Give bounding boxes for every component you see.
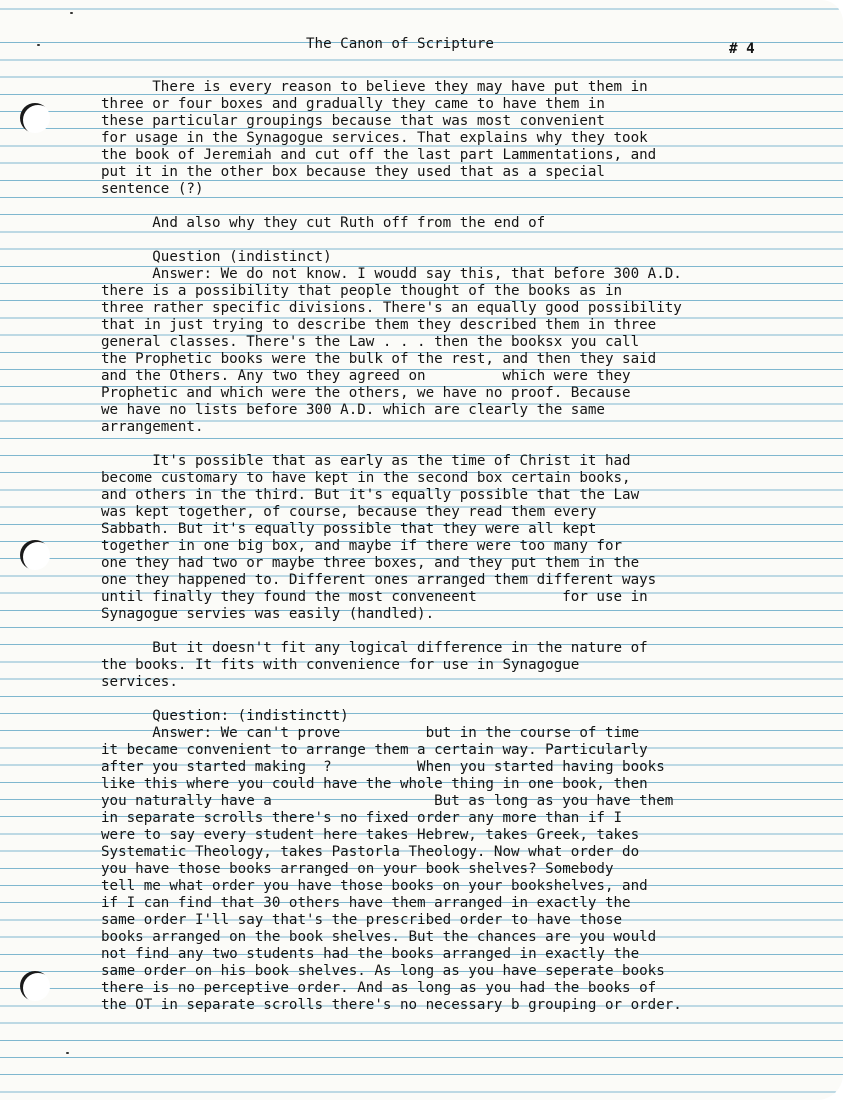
text-line: Answer: We do not know. I woudd say this, that before 300 A.D. bbox=[101, 266, 682, 282]
text-line: one they happened to. Different ones arranged them different ways bbox=[101, 572, 657, 588]
text-line: same order on his book shelves. As long as you have seperate books bbox=[101, 963, 665, 979]
text-line: Question: (indistinctt) bbox=[101, 708, 349, 724]
text-line: there is a possibility that people thought of the books as in bbox=[101, 283, 623, 299]
text-line: and the Others. Any two they agreed on which were they bbox=[101, 368, 631, 384]
page-number: # 4 bbox=[729, 41, 755, 57]
text-line: books arranged on the book shelves. But the chances are you would bbox=[101, 929, 657, 945]
punch-hole-middle bbox=[20, 540, 50, 570]
text-line: become customary to have kept in the second box certain books, bbox=[101, 470, 631, 486]
text-line: sentence (?) bbox=[101, 181, 204, 197]
text-line: if I can find that 30 others have them arranged in exactly the bbox=[101, 895, 631, 911]
text-line: general classes. There's the Law . . . then the booksx you call bbox=[101, 334, 640, 350]
text-line: It's possible that as early as the time of Christ it had bbox=[101, 453, 631, 469]
text-line: and others in the third. But it's equally possible that the Law bbox=[101, 487, 640, 503]
punch-hole-top bbox=[20, 103, 50, 133]
text-line: together in one big box, and maybe if there were too many for bbox=[101, 538, 623, 554]
text-line: the Prophetic books were the bulk of the rest, and then they said bbox=[101, 351, 657, 367]
text-line: until finally they found the most conveneent for use in bbox=[101, 589, 648, 605]
text-line: these particular groupings because that was most convenient bbox=[101, 113, 605, 129]
text-line bbox=[101, 623, 821, 640]
text-line: Question (indistinct) bbox=[101, 249, 332, 265]
speck-mark bbox=[70, 12, 73, 14]
text-line: that in just trying to describe them they described them in three bbox=[101, 317, 657, 333]
text-line bbox=[101, 198, 821, 215]
text-line: three rather specific divisions. There's an equally good possibility bbox=[101, 300, 682, 316]
text-line bbox=[101, 232, 821, 249]
text-line: But it doesn't fit any logical difference in the nature of bbox=[101, 640, 648, 656]
text-line: put it in the other box because they used that as a special bbox=[101, 164, 605, 180]
text-line bbox=[101, 691, 821, 708]
text-line: like this where you could have the whole thing in one book, then bbox=[101, 776, 648, 792]
speck-mark bbox=[37, 44, 40, 46]
text-line: you naturally have a But as long as you have them bbox=[101, 793, 674, 809]
text-line: was kept together, of course, because they read them every bbox=[101, 504, 597, 520]
text-line: one they had two or maybe three boxes, and they put them in the bbox=[101, 555, 640, 571]
punch-hole-bottom bbox=[20, 971, 50, 1001]
text-line: it became convenient to arrange them a certain way. Particularly bbox=[101, 742, 648, 758]
text-line: Systematic Theology, takes Pastorla Theology. Now what order do bbox=[101, 844, 640, 860]
text-line: there is no perceptive order. And as long as you had the books of bbox=[101, 980, 657, 996]
text-line: services. bbox=[101, 674, 178, 690]
text-line: Synagogue servies was easily (handled). bbox=[101, 606, 435, 622]
text-line: for usage in the Synagogue services. That explains why they took bbox=[101, 130, 648, 146]
text-line: after you started making ? When you started having books bbox=[101, 759, 665, 775]
text-line: not find any two students had the books arranged in exactly the bbox=[101, 946, 640, 962]
text-line: arrangement. bbox=[101, 419, 204, 435]
page-title: The Canon of Scripture bbox=[306, 36, 494, 52]
text-line bbox=[101, 436, 821, 453]
text-line: you have those books arranged on your book shelves? Somebody bbox=[101, 861, 614, 877]
text-line: Prophetic and which were the others, we have no proof. Because bbox=[101, 385, 631, 401]
text-line: three or four boxes and gradually they came to have them in bbox=[101, 96, 605, 112]
text-line: the books. It fits with convenience for use in Synagogue bbox=[101, 657, 580, 673]
text-line: we have no lists before 300 A.D. which are clearly the same bbox=[101, 402, 605, 418]
speck-mark bbox=[66, 1052, 69, 1054]
text-line: were to say every student here takes Hebrew, takes Greek, takes bbox=[101, 827, 640, 843]
text-line: There is every reason to believe they may have put them in bbox=[101, 79, 648, 95]
text-line: same order I'll say that's the prescribed order to have those bbox=[101, 912, 623, 928]
text-line: the OT in separate scrolls there's no necessary b grouping or order. bbox=[101, 997, 682, 1013]
text-line: And also why they cut Ruth off from the end of bbox=[101, 215, 546, 231]
transcript-body bbox=[101, 79, 821, 1014]
text-line: in separate scrolls there's no fixed order any more than if I bbox=[101, 810, 623, 826]
text-line: the book of Jeremiah and cut off the last part Lammentations, and bbox=[101, 147, 657, 163]
text-line: tell me what order you have those books on your bookshelves, and bbox=[101, 878, 648, 894]
text-line: Answer: We can't prove but in the course of time bbox=[101, 725, 640, 741]
text-line: Sabbath. But it's equally possible that they were all kept bbox=[101, 521, 597, 537]
